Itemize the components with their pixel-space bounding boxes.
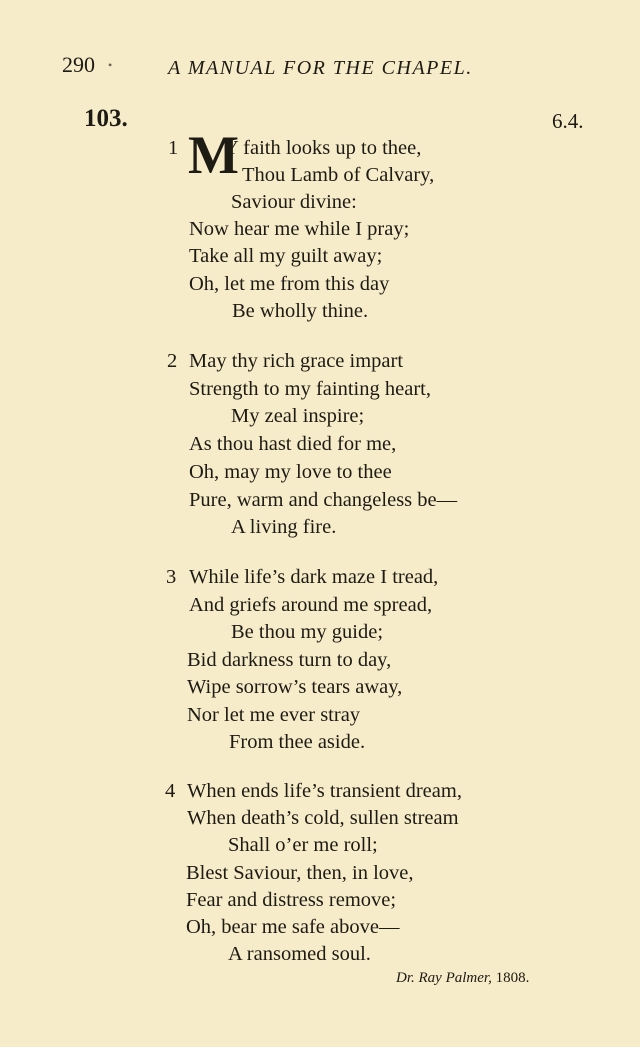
verse-line: As thou hast died for me, (189, 433, 397, 455)
verse-line: A living fire. (231, 516, 337, 538)
verse-line: While life’s dark maze I tread, (189, 566, 439, 588)
verse-line: Take all my guilt away; (189, 245, 383, 267)
hymn-number: 103. (84, 105, 128, 132)
verse-line: Oh, let me from this day (189, 273, 390, 295)
verse-line: Strength to my fainting heart, (189, 378, 431, 400)
verse-number: 2 (167, 350, 178, 372)
page-ornament-dot: • (108, 58, 113, 72)
verse-line: Thou Lamb of Calvary, (242, 164, 435, 186)
running-title: A MANUAL FOR THE CHAPEL. (168, 57, 473, 79)
verse-line: Pure, warm and changeless be— (189, 489, 458, 511)
verse-line: From thee aside. (229, 731, 366, 753)
verse-line: Oh, may my love to thee (189, 461, 392, 483)
verse-number: 3 (166, 566, 177, 588)
verse-line: Oh, bear me safe above— (186, 916, 400, 938)
verse-line: Be wholly thine. (232, 300, 369, 322)
verse-line: When death’s cold, sullen stream (187, 807, 459, 829)
verse-number: 1 (168, 137, 179, 159)
attribution-author: Dr. Ray Palmer, (396, 970, 492, 986)
verse-line: A ransomed soul. (228, 943, 371, 965)
attribution-year: 1808. (495, 970, 530, 986)
verse-line: Blest Saviour, then, in love, (186, 862, 414, 884)
verse-line: Y faith looks up to thee, (224, 137, 422, 159)
verse-line: Wipe sorrow’s tears away, (187, 676, 403, 698)
verse-line: Saviour divine: (231, 191, 357, 213)
verse-line: And griefs around me spread, (189, 594, 433, 616)
verse-line: Bid darkness turn to day, (187, 649, 392, 671)
verse-number: 4 (165, 780, 176, 802)
hymn-meter: 6.4. (552, 109, 584, 133)
verse-line: Nor let me ever stray (187, 704, 361, 726)
verse-line: When ends life’s transient dream, (187, 780, 462, 802)
verse-line: Shall o’er me roll; (228, 834, 378, 856)
verse-line: Fear and distress remove; (186, 889, 397, 911)
verse-line: Be thou my guide; (231, 621, 384, 643)
hymn-attribution (396, 970, 529, 987)
verse-line: Now hear me while I pray; (189, 218, 410, 240)
verse-line: My zeal inspire; (231, 405, 365, 427)
verse-line: May thy rich grace impart (189, 350, 404, 372)
drop-cap: M (188, 125, 239, 185)
page-number: 290 (62, 52, 95, 77)
